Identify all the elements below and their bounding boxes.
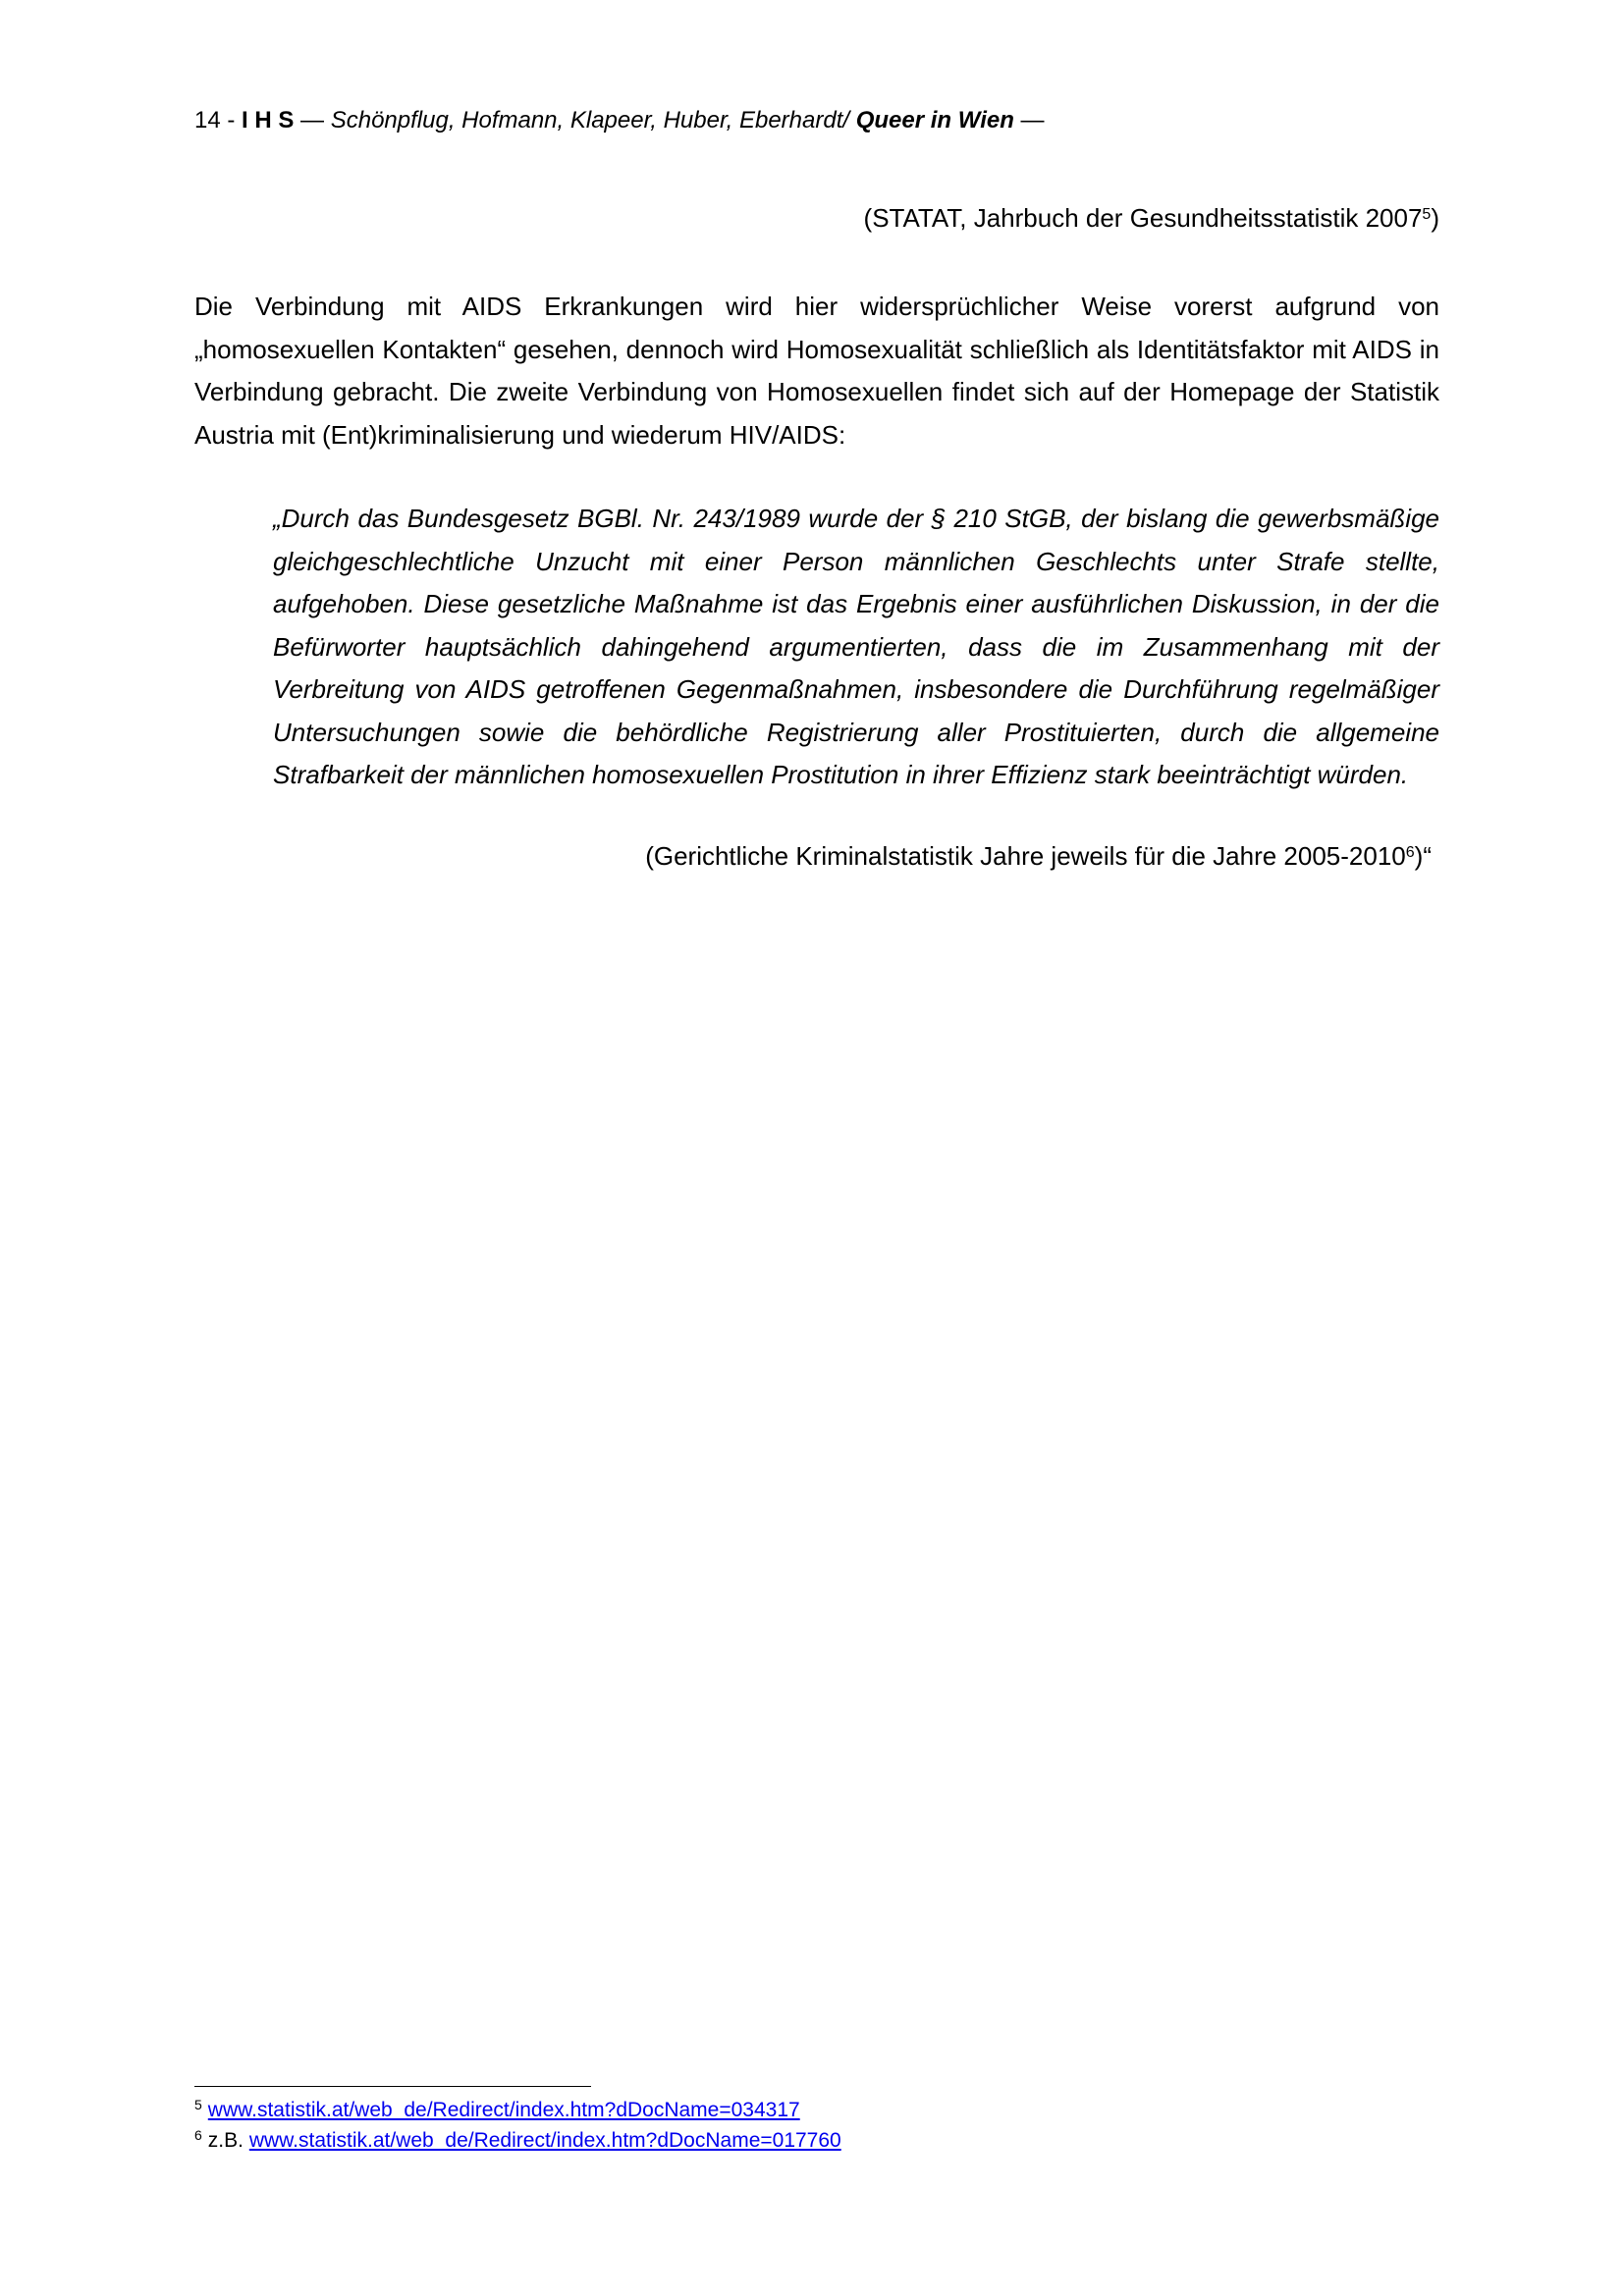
block-quote: „Durch das Bundesgesetz BGBl. Nr. 243/1989 wurde der § 210 StGB, der bislang die gewerbsmäßige gleichgeschlechtliche Unzucht mit einer Person männlichen Geschlechts unter Strafe stellte, aufgehoben. Diese gesetzliche Maßnahme ist das Ergebnis einer ausführlichen Diskussion, in der die Befürworter hauptsächlich dahingehend argumentierten, dass die im Zusammenhang mit der Verbreitung von AIDS getroffenen Gegenmaßnahmen, insbesondere die Durchführung regelmäßiger Untersuchungen sowie die behördliche Registrierung aller Prostituierten, durch die allgemeine Strafbarkeit der männlichen homosexuellen Prostitution in ihrer Effizienz stark beeinträchtigt würden. bbox=[273, 504, 1439, 789]
footnote-prefix: z.B. bbox=[207, 2129, 249, 2152]
source-citation bbox=[864, 198, 1439, 238]
footnote-mark: 6 bbox=[194, 2127, 202, 2143]
source-citation-text: (STATAT, Jahrbuch der Gesundheitsstatistik 2007 bbox=[863, 203, 1423, 233]
footnote-link[interactable]: www.statistik.at/web_de/Redirect/index.htm?dDocName=017760 bbox=[248, 2129, 841, 2152]
footnote-divider bbox=[194, 2086, 591, 2087]
footnote-5 bbox=[194, 2095, 841, 2125]
footnote-reference[interactable]: 5 bbox=[1422, 206, 1432, 223]
running-header bbox=[194, 106, 1045, 135]
quote-source bbox=[645, 836, 1432, 876]
footnote-6 bbox=[194, 2125, 841, 2156]
quote-source-text: (Gerichtliche Kriminalstatistik Jahre jeweils für die Jahre 2005-2010 bbox=[645, 841, 1406, 871]
footnote-link[interactable]: www.statistik.at/web_de/Redirect/index.htm?dDocName=034317 bbox=[207, 2099, 800, 2121]
quote-source-closing: )“ bbox=[1414, 841, 1432, 871]
header-title: Queer in Wien bbox=[855, 107, 1014, 133]
footnotes bbox=[194, 2095, 841, 2156]
page-number: 14 bbox=[194, 107, 221, 133]
footnote-reference[interactable]: 6 bbox=[1405, 844, 1415, 861]
header-space bbox=[849, 107, 856, 133]
header-authors: Schönpflug, Hofmann, Klapeer, Huber, Eberhardt/ bbox=[330, 107, 850, 133]
header-separator: - bbox=[220, 107, 243, 133]
footnote-mark: 5 bbox=[194, 2097, 202, 2112]
header-separator: — bbox=[1013, 107, 1045, 133]
body-paragraph: Die Verbindung mit AIDS Erkrankungen wird hier widersprüchlicher Weise vorerst aufgrund von „homosexuellen Kontakten“ gesehen, dennoch wird Homosexualität schließlich als Identitätsfaktor mit AIDS in Verbindung gebracht. Die zweite Verbindung von Homosexuellen findet sich auf der Homepage der Statistik Austria mit (Ent)kriminalisierung und wiederum HIV/AIDS: bbox=[194, 292, 1439, 450]
institute-name: I H S bbox=[242, 107, 295, 133]
source-citation-closing: ) bbox=[1431, 203, 1439, 233]
header-separator: — bbox=[294, 107, 331, 133]
